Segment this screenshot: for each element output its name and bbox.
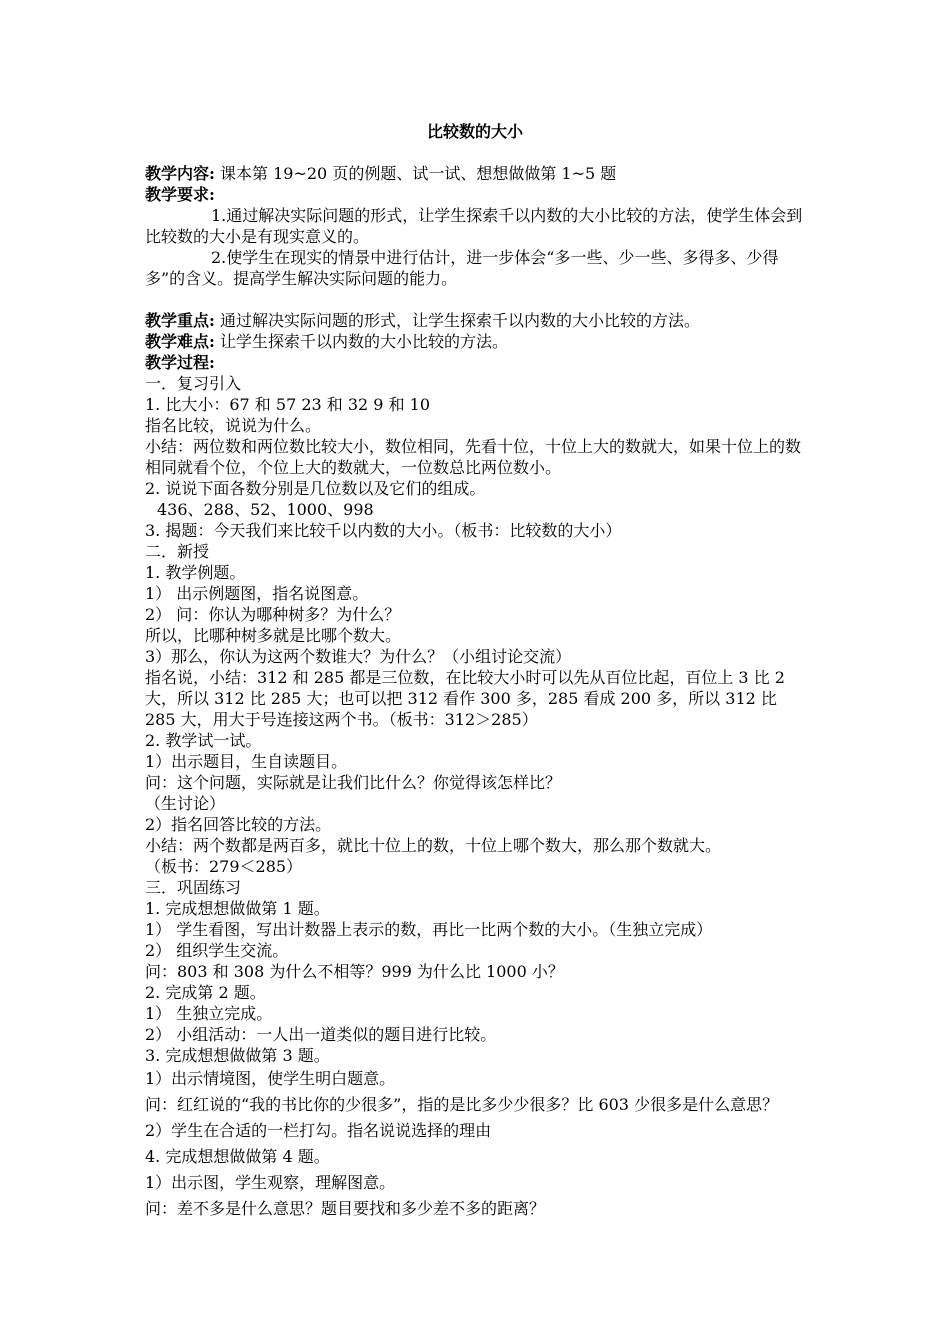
process-line: 小结：两个数都是两百多，就比十位上的数，十位上哪个数大，那么那个数就大。 [145, 836, 722, 855]
process-row [145, 352, 810, 373]
difficulty-label: 教学难点: [145, 332, 215, 351]
process-line: 1）出示题目，生自读题目。 [145, 752, 348, 771]
requirement-item: 1.通过解决实际问题的形式，让学生探索千以内数的大小比较的方法，使学生体会到比较数的大小是有现实意义的。 [145, 206, 803, 246]
process-line: 2） 组织学生交流。 [145, 941, 289, 960]
process-line: 问：这个问题，实际就是让我们比什么？你觉得该怎样比？ [145, 773, 562, 792]
process-line: 2. 完成第 2 题。 [145, 983, 266, 1002]
process-line: 3）那么，你认为这两个数谁大？为什么？（小组讨论交流） [145, 647, 572, 666]
content-text: 课本第 19~20 页的例题、试一试、想想做做第 1~5 题 [220, 164, 617, 183]
process-line: 问：差不多是什么意思？题目要找和多少差不多的距离？ [145, 1199, 546, 1218]
process-line: 1. 完成想想做做第 1 题。 [145, 899, 330, 918]
section-heading: 三．巩固练习 [145, 878, 242, 897]
process-line: 问：803 和 308 为什么不相等？999 为什么比 1000 小？ [145, 962, 564, 981]
process-line: 2）学生在合适的一栏打勾。指名说说选择的理由 [145, 1121, 492, 1140]
process-label: 教学过程: [145, 353, 215, 372]
spacer [145, 289, 810, 310]
process-line: （生讨论） [145, 794, 226, 813]
requirements-row [145, 184, 810, 205]
process-line: 3. 揭题：今天我们来比较千以内数的大小。（板书：比较数的大小） [145, 521, 622, 540]
process-line: 1） 生独立完成。 [145, 1004, 273, 1023]
difficulty-row [145, 331, 810, 352]
process-line: 3. 完成想想做做第 3 题。 [145, 1046, 330, 1065]
process-line: 所以，比哪种树多就是比哪个数大。 [145, 626, 402, 645]
process-line: 小结：两位数和两位数比较大小，数位相同，先看十位，十位上大的数就大，如果十位上的数相同就看个位，个位上大的数就大，一位数总比两位数小。 [145, 437, 802, 477]
document-body [145, 163, 810, 1222]
process-line: 2. 教学试一试。 [145, 731, 262, 750]
key-point-row [145, 310, 810, 331]
process-line: 指名比较，说说为什么。 [145, 416, 322, 435]
process-line: 2） 小组活动：一人出一道类似的题目进行比较。 [145, 1025, 497, 1044]
process-line: 1） 学生看图，写出计数器上表示的数，再比一比两个数的大小。（生独立完成） [145, 920, 713, 939]
process-line: 4. 完成想想做做第 4 题。 [145, 1147, 330, 1166]
content-label: 教学内容: [145, 164, 215, 183]
section-heading: 一．复习引入 [145, 374, 242, 393]
process-line: 2）指名回答比较的方法。 [145, 815, 332, 834]
content-row [145, 163, 810, 184]
process-line: 指名说，小结：312 和 285 都是三位数，在比较大小时可以先从百位比起，百位上 3 比 2 大，所以 312 比 285 大；也可以把 312 看作 300 多，285 看成 200 多，所以 312 比 285 大，用大于号连接这两个书。（板书：312＞285） [145, 668, 785, 729]
process-line: 2. 说说下面各数分别是几位数以及它们的组成。 [145, 479, 486, 498]
process-line: 1） 出示例题图，指名说图意。 [145, 584, 369, 603]
process-line: 1. 教学例题。 [145, 563, 246, 582]
page-title: 比较数的大小 [426, 122, 523, 141]
key-point-text: 通过解决实际问题的形式，让学生探索千以内数的大小比较的方法。 [220, 311, 701, 330]
key-point-label: 教学重点: [145, 311, 215, 330]
process-line: 2） 问：你认为哪种树多？为什么？ [145, 605, 401, 624]
requirements-label: 教学要求: [145, 185, 215, 204]
process-line: 1. 比大小：67 和 57 23 和 32 9 和 10 [145, 395, 431, 414]
difficulty-text: 让学生探索千以内数的大小比较的方法。 [220, 332, 509, 351]
section-heading: 二．新授 [145, 542, 210, 561]
process-line: 1）出示情境图，使学生明白题意。 [145, 1069, 396, 1088]
process-line: （板书：279＜285） [145, 857, 303, 876]
process-line: 问：红红说的“我的书比你的少很多”，指的是比多少少很多？比 603 少很多是什么意思？ [145, 1095, 779, 1114]
requirement-item: 2.使学生在现实的情景中进行估计，进一步体会“多一些、少一些、多得多、少得多”的含义。提高学生解决实际问题的能力。 [145, 248, 779, 288]
process-line: 436、288、52、1000、998 [157, 500, 374, 519]
process-line: 1）出示图，学生观察，理解图意。 [145, 1173, 396, 1192]
